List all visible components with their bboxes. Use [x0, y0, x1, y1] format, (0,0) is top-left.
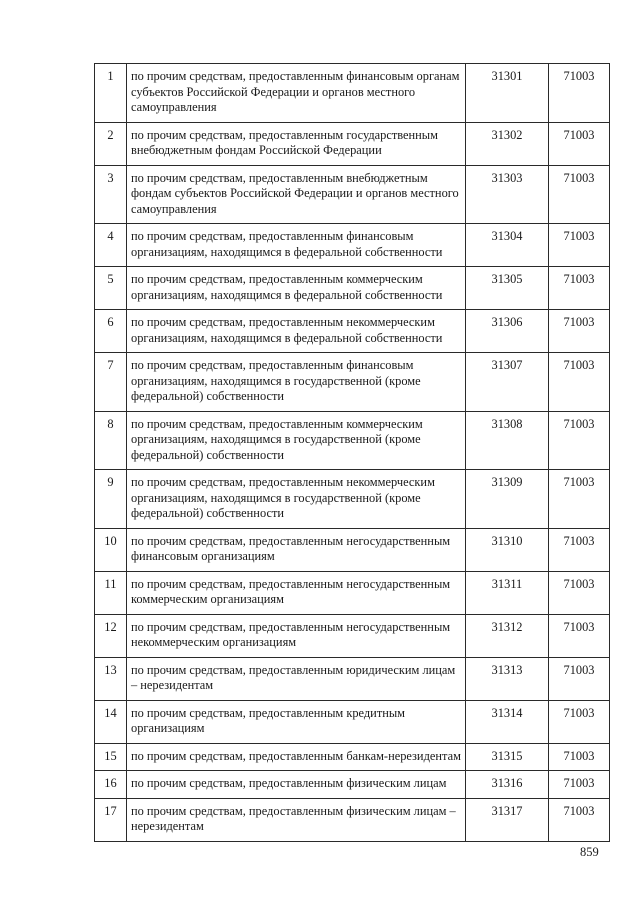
row-number: 13 [95, 657, 127, 700]
table-row [95, 224, 610, 267]
row-budget-code: 71003 [549, 470, 610, 529]
table-row [95, 411, 610, 470]
row-budget-code: 71003 [549, 743, 610, 771]
row-description: по прочим средствам, предоставленным финансовым организациям, находящимся в государственной (кроме федеральной) собственности [127, 353, 466, 412]
row-number: 16 [95, 771, 127, 799]
row-account-code: 31314 [466, 700, 549, 743]
row-description: по прочим средствам, предоставленным негосударственным финансовым организациям [127, 528, 466, 571]
row-description: по прочим средствам, предоставленным негосударственным некоммерческим организациям [127, 614, 466, 657]
row-number: 9 [95, 470, 127, 529]
row-number: 2 [95, 122, 127, 165]
row-account-code: 31312 [466, 614, 549, 657]
row-number: 14 [95, 700, 127, 743]
row-budget-code: 71003 [549, 571, 610, 614]
row-budget-code: 71003 [549, 528, 610, 571]
row-number: 10 [95, 528, 127, 571]
row-number: 4 [95, 224, 127, 267]
row-description: по прочим средствам, предоставленным коммерческим организациям, находящимся в федеральной собственности [127, 267, 466, 310]
row-account-code: 31317 [466, 798, 549, 841]
row-budget-code: 71003 [549, 771, 610, 799]
row-description: по прочим средствам, предоставленным финансовым организациям, находящимся в федеральной собственности [127, 224, 466, 267]
row-account-code: 31304 [466, 224, 549, 267]
row-description: по прочим средствам, предоставленным юридическим лицам – нерезидентам [127, 657, 466, 700]
table-row [95, 64, 610, 123]
accounts-table [94, 63, 610, 842]
row-number: 11 [95, 571, 127, 614]
row-account-code: 31303 [466, 165, 549, 224]
row-account-code: 31315 [466, 743, 549, 771]
table-row [95, 798, 610, 841]
table-row [95, 614, 610, 657]
row-account-code: 31309 [466, 470, 549, 529]
page-number: 859 [580, 845, 599, 859]
row-account-code: 31302 [466, 122, 549, 165]
row-budget-code: 71003 [549, 64, 610, 123]
table-row [95, 470, 610, 529]
row-budget-code: 71003 [549, 310, 610, 353]
table-row [95, 122, 610, 165]
row-budget-code: 71003 [549, 165, 610, 224]
row-budget-code: 71003 [549, 700, 610, 743]
row-budget-code: 71003 [549, 614, 610, 657]
table-body [95, 64, 610, 842]
row-number: 7 [95, 353, 127, 412]
row-budget-code: 71003 [549, 657, 610, 700]
row-description: по прочим средствам, предоставленным некоммерческим организациям, находящимся в государственной (кроме федеральной) собственности [127, 470, 466, 529]
row-description: по прочим средствам, предоставленным коммерческим организациям, находящимся в государственной (кроме федеральной) собственности [127, 411, 466, 470]
row-account-code: 31316 [466, 771, 549, 799]
row-account-code: 31308 [466, 411, 549, 470]
row-description: по прочим средствам, предоставленным финансовым органам субъектов Российской Федерации и органов местного самоуправления [127, 64, 466, 123]
table-row [95, 743, 610, 771]
row-account-code: 31301 [466, 64, 549, 123]
row-account-code: 31307 [466, 353, 549, 412]
row-description: по прочим средствам, предоставленным физическим лицам – нерезидентам [127, 798, 466, 841]
row-account-code: 31311 [466, 571, 549, 614]
row-budget-code: 71003 [549, 122, 610, 165]
row-budget-code: 71003 [549, 353, 610, 412]
row-budget-code: 71003 [549, 267, 610, 310]
row-number: 8 [95, 411, 127, 470]
table-row [95, 528, 610, 571]
table-row [95, 657, 610, 700]
table-row [95, 165, 610, 224]
row-description: по прочим средствам, предоставленным физическим лицам [127, 771, 466, 799]
row-number: 1 [95, 64, 127, 123]
row-account-code: 31305 [466, 267, 549, 310]
row-account-code: 31306 [466, 310, 549, 353]
row-description: по прочим средствам, предоставленным государственным внебюджетным фондам Российской Федерации [127, 122, 466, 165]
row-description: по прочим средствам, предоставленным внебюджетным фондам субъектов Российской Федерации и органов местного самоуправления [127, 165, 466, 224]
row-number: 17 [95, 798, 127, 841]
row-budget-code: 71003 [549, 224, 610, 267]
row-budget-code: 71003 [549, 798, 610, 841]
row-description: по прочим средствам, предоставленным некоммерческим организациям, находящимся в федеральной собственности [127, 310, 466, 353]
row-account-code: 31313 [466, 657, 549, 700]
table-row [95, 267, 610, 310]
row-number: 5 [95, 267, 127, 310]
row-description: по прочим средствам, предоставленным негосударственным коммерческим организациям [127, 571, 466, 614]
table-row [95, 353, 610, 412]
table-row [95, 310, 610, 353]
row-number: 15 [95, 743, 127, 771]
table-row [95, 571, 610, 614]
row-number: 12 [95, 614, 127, 657]
table-row [95, 700, 610, 743]
row-number: 3 [95, 165, 127, 224]
row-account-code: 31310 [466, 528, 549, 571]
table-row [95, 771, 610, 799]
row-description: по прочим средствам, предоставленным банкам-нерезидентам [127, 743, 466, 771]
row-number: 6 [95, 310, 127, 353]
row-description: по прочим средствам, предоставленным кредитным организациям [127, 700, 466, 743]
row-budget-code: 71003 [549, 411, 610, 470]
